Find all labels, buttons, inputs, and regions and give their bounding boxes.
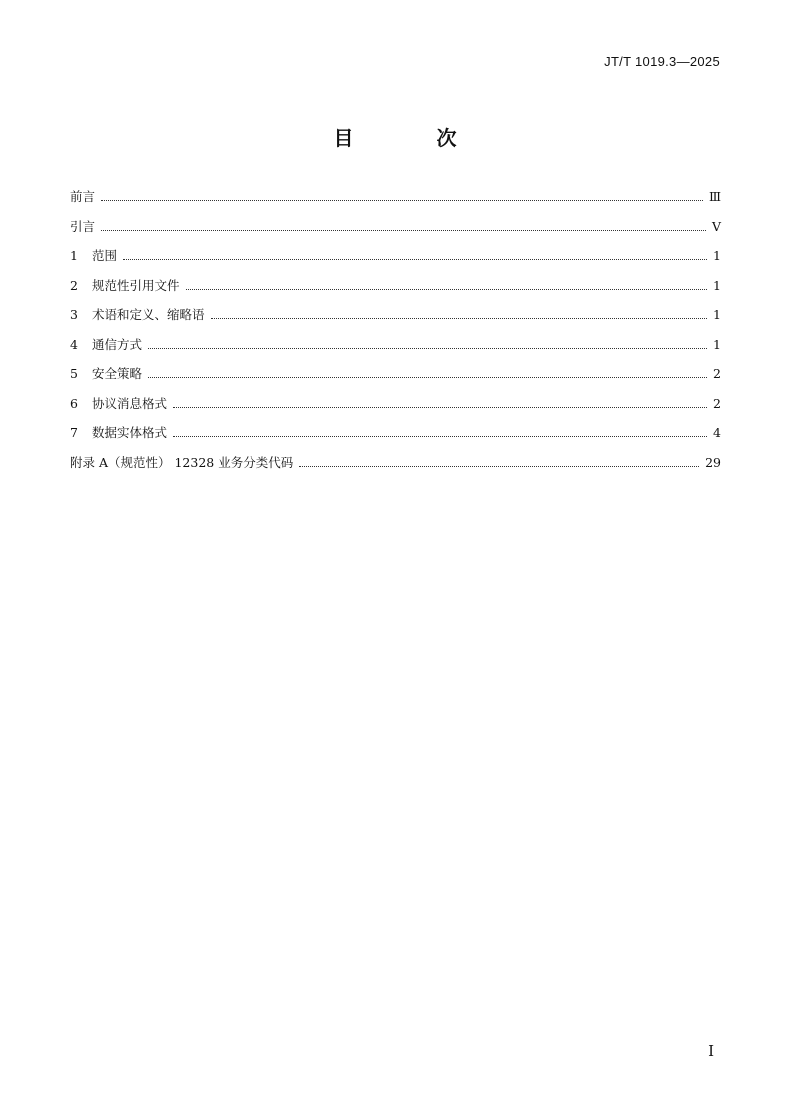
toc-entry-page: 1	[713, 248, 721, 263]
toc-entry-number: 1	[70, 248, 78, 263]
toc-entry-protocol-message-format[interactable]	[70, 394, 721, 424]
toc-entry-number: 5	[70, 366, 78, 381]
toc-entry-page: Ⅴ	[711, 218, 721, 234]
toc-entry-introduction[interactable]	[70, 217, 721, 247]
toc-entry-page: 2	[713, 366, 721, 381]
toc-entry-label: 数据实体格式	[92, 425, 168, 440]
toc-entry-security-policy[interactable]	[70, 364, 721, 394]
toc-entry-label: 安全策略	[92, 366, 143, 381]
page-number: I	[708, 1042, 714, 1060]
toc-entry-label: 引言	[70, 218, 96, 234]
dot-leader	[173, 436, 707, 437]
toc-entry-scope[interactable]	[70, 246, 721, 276]
toc-entry-label: 附录 A（规范性） 12328 业务分类代码	[70, 454, 294, 470]
toc-entry-foreword[interactable]	[70, 187, 721, 217]
dot-leader	[148, 348, 707, 349]
toc-entry-page: 1	[713, 277, 721, 293]
toc-entry-label: 通信方式	[92, 336, 143, 352]
toc-entry-appendix-a[interactable]	[70, 453, 721, 483]
toc-entry-label: 术语和定义、缩略语	[92, 307, 205, 322]
toc-entry-terms-definitions[interactable]	[70, 305, 721, 335]
dot-leader	[123, 259, 707, 260]
toc-title: 目 次	[333, 126, 495, 150]
toc-entry-label: 协议消息格式	[92, 395, 168, 411]
toc-entry-normative-references[interactable]	[70, 276, 721, 306]
toc-entry-number: 6	[70, 395, 78, 411]
table-of-contents	[70, 187, 721, 482]
dot-leader	[148, 377, 707, 378]
toc-entry-page: 1	[713, 336, 721, 352]
dot-leader	[101, 200, 703, 201]
toc-entry-page: 4	[713, 425, 721, 440]
toc-entry-number: 3	[70, 307, 78, 322]
toc-entry-page: 29	[705, 454, 721, 470]
document-code: JT/T 1019.3—2025	[604, 54, 720, 69]
toc-entry-number: 2	[70, 277, 78, 293]
toc-entry-label: 前言	[70, 189, 96, 204]
dot-leader	[211, 318, 708, 319]
dot-leader	[101, 230, 706, 231]
toc-entry-number: 4	[70, 336, 78, 352]
toc-entry-page: 1	[713, 307, 721, 322]
dot-leader	[186, 289, 708, 290]
toc-entry-label: 范围	[92, 248, 118, 263]
toc-entry-communication-mode[interactable]	[70, 335, 721, 365]
toc-entry-label: 规范性引用文件	[92, 277, 180, 293]
dot-leader	[173, 407, 707, 408]
toc-entry-data-entity-format[interactable]	[70, 423, 721, 453]
dot-leader	[299, 466, 699, 467]
toc-entry-page: Ⅲ	[708, 189, 721, 204]
toc-entry-number: 7	[70, 425, 78, 440]
toc-entry-page: 2	[713, 395, 721, 411]
